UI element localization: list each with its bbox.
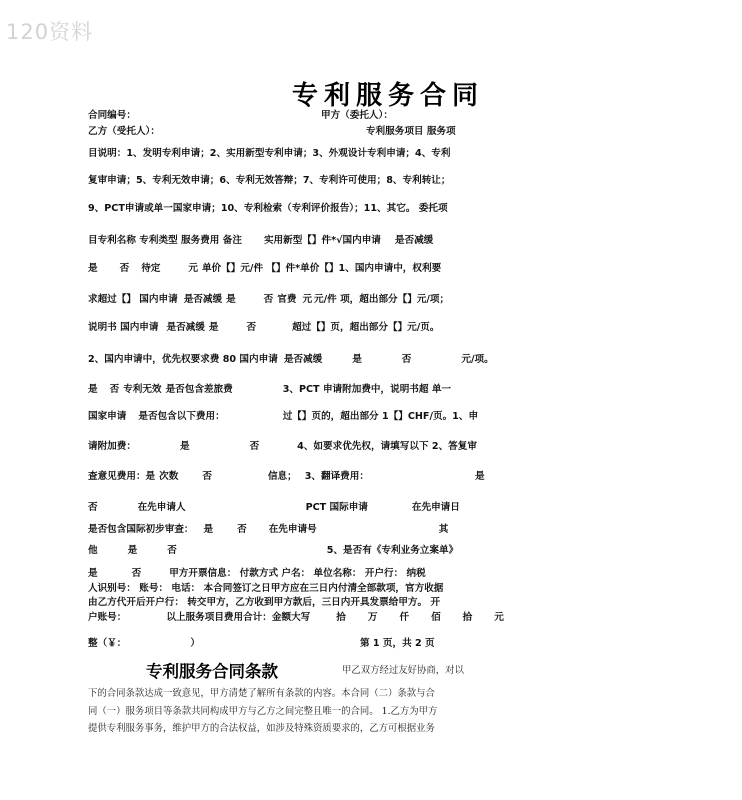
- line-text: 说明书 国内申请: [88, 322, 159, 333]
- line-text: 信息；: [267, 471, 297, 482]
- line-text: 元: [494, 612, 504, 623]
- line-text: 拾: [462, 612, 473, 623]
- line-text: 否: [131, 568, 142, 579]
- line-text: 复审申请；5、专利无效申请；6、专利无效答辩；7、专利许可使用；8、专利转让；: [88, 175, 451, 186]
- line-text: 否: [246, 322, 257, 333]
- line-text: 他: [88, 545, 98, 556]
- contract-line: [88, 408, 485, 422]
- line-text: 是否包含国际初步审查：: [88, 524, 194, 535]
- line-text: 拾: [336, 612, 346, 623]
- contract-line: [88, 123, 485, 137]
- clause-line: 甲乙双方经过友好协商，对以: [342, 665, 464, 676]
- line-text: 乙方（受托人）：: [88, 126, 160, 137]
- contract-line: [88, 260, 485, 274]
- line-text: 国家申请: [88, 411, 127, 422]
- contract-line: [88, 145, 485, 159]
- contract-line: [88, 468, 485, 482]
- line-text: 请附加费：: [88, 441, 136, 452]
- contract-line: [88, 381, 485, 395]
- line-text: 甲方开票信息： 付款方式 户名： 单位名称： 开户行： 纳税: [169, 568, 426, 579]
- line-text: 人识别号： 账号： 电话： 本合同签订之日甲方应在三日内付清全部款项，官方收据: [88, 583, 444, 594]
- clause-line: 提供专利服务事务，维护甲方的合法权益，如涉及特殊资质要求的，乙方可根据业务: [88, 723, 435, 734]
- contract-line: [88, 542, 485, 556]
- line-text: 目专利名称 专利类型 服务费用 备注: [88, 235, 242, 246]
- line-text: 在先申请人: [137, 502, 186, 513]
- contract-line: [88, 319, 485, 333]
- contract-line: [88, 580, 485, 594]
- line-text: 元/项。: [461, 354, 494, 365]
- line-text: 待定: [141, 263, 161, 274]
- line-text: 由乙方代开后开户行： 转交甲方，乙方收到甲方款后，三日内开具发票给甲方。 开: [88, 597, 441, 608]
- line-text: 5、是否有《专利业务立案单》: [326, 545, 459, 556]
- contract-line: [88, 232, 485, 246]
- line-text: 是: [179, 441, 190, 452]
- watermark: 120资料: [6, 20, 94, 44]
- line-text: 否: [263, 294, 274, 305]
- page-title: 专利服务合同: [292, 81, 485, 111]
- line-text: 3、PCT 申请附加费中，说明书超 单一: [282, 384, 452, 395]
- line-text: 元: [188, 263, 198, 274]
- line-text: 专利无效: [123, 384, 162, 395]
- line-text: 专利服务项目 服务项: [365, 126, 456, 137]
- line-text: 户账号：: [88, 612, 127, 623]
- line-text: 是否包含以下费用：: [138, 411, 225, 422]
- contract-line: [88, 521, 485, 535]
- line-text: 目说明：1、发明专利申请；2、实用新型专利申请；3、外观设计专利申请；4、专利: [88, 148, 451, 159]
- contract-line: [88, 609, 504, 623]
- contract-line: [88, 499, 485, 513]
- line-text: 否: [202, 471, 212, 482]
- line-text: 否: [401, 354, 412, 365]
- line-text: 是: [203, 524, 214, 535]
- contract-line: [88, 635, 485, 649]
- line-text: 单价【】元/件 【】件*单价【】1、国内申请中，权利要: [201, 263, 442, 274]
- line-text: 否: [167, 545, 177, 556]
- line-text: 元/件 项，超出部分【】元/项；: [314, 294, 450, 305]
- line-text: 以上服务项目费用合计：金额大写: [166, 612, 311, 623]
- line-text: 万: [367, 612, 378, 623]
- line-text: 过【】页的，超出部分 1【】CHF/页。1、申: [282, 411, 479, 422]
- clause-line: 下的合同条款达成一致意见，甲方清楚了解所有条款的内容。本合同（二）条款与合: [88, 688, 435, 699]
- line-text: 在先申请日: [411, 502, 460, 513]
- contract-line: [88, 438, 485, 452]
- line-text: 次数: [159, 471, 179, 482]
- contract-line: [88, 291, 485, 305]
- contract-line: [88, 107, 485, 121]
- line-text: 否: [88, 502, 98, 513]
- line-text: 9、PCT申请或单一国家申请；10、专利检索（专利评价报告）；11、其它。 委托项: [88, 203, 448, 214]
- line-text: 3、翻译费用：: [304, 471, 369, 482]
- line-text: ）: [190, 638, 200, 649]
- line-text: 官费: [277, 294, 297, 305]
- line-text: PCT 国际申请: [305, 502, 368, 513]
- line-text: 超过【】页，超出部分【】元/页。: [292, 322, 440, 333]
- line-text: 甲方（委托人）：: [320, 110, 393, 121]
- line-text: 否: [249, 441, 260, 452]
- contract-line: [88, 172, 485, 186]
- line-text: 合同编号：: [88, 110, 136, 121]
- line-text: 否: [109, 384, 120, 395]
- line-text: 否: [119, 263, 130, 274]
- line-text: 是否减缓: [166, 322, 205, 333]
- line-text: 查意见费用：是: [88, 471, 156, 482]
- contract-line: [88, 565, 485, 579]
- line-text: 元: [302, 294, 313, 305]
- line-text: 是否减缓: [283, 354, 323, 365]
- line-text: 其: [438, 524, 449, 535]
- line-text: 是: [226, 294, 236, 305]
- line-text: 是否减缓: [394, 235, 434, 246]
- contract-line: [88, 200, 485, 214]
- line-text: 是: [352, 354, 362, 365]
- line-text: 4、如要求优先权，请填写以下 2、答复审: [297, 441, 477, 452]
- line-text: 否: [237, 524, 247, 535]
- line-text: 是: [127, 545, 138, 556]
- clause-line: 同（一）服务项目等条款共同构成甲方与乙方之间完整且唯一的合同。 1.乙方为甲方: [88, 706, 438, 717]
- line-text: 在先申请号: [268, 524, 317, 535]
- line-text: 整（￥：: [88, 638, 127, 649]
- line-text: 第 1 页，共 2 页: [359, 638, 435, 649]
- line-text: 实用新型【】件*√国内申请: [263, 235, 381, 246]
- line-text: 是否包含差旅费: [165, 384, 233, 395]
- line-text: 是: [474, 471, 485, 482]
- line-text: 是: [88, 384, 98, 395]
- line-text: 是: [88, 263, 98, 274]
- line-text: 仟: [399, 612, 410, 623]
- line-text: 是: [208, 322, 219, 333]
- line-text: 佰: [431, 612, 441, 623]
- line-text: 求超过【】 国内申请: [88, 294, 178, 305]
- section-title: 专利服务合同条款: [146, 662, 278, 681]
- contract-line: [88, 351, 494, 365]
- contract-line: [88, 594, 485, 608]
- line-text: 2、国内申请中，优先权要求费 80 国内申请: [88, 354, 278, 365]
- line-text: 是否减缓: [183, 294, 223, 305]
- line-text: 是: [88, 568, 98, 579]
